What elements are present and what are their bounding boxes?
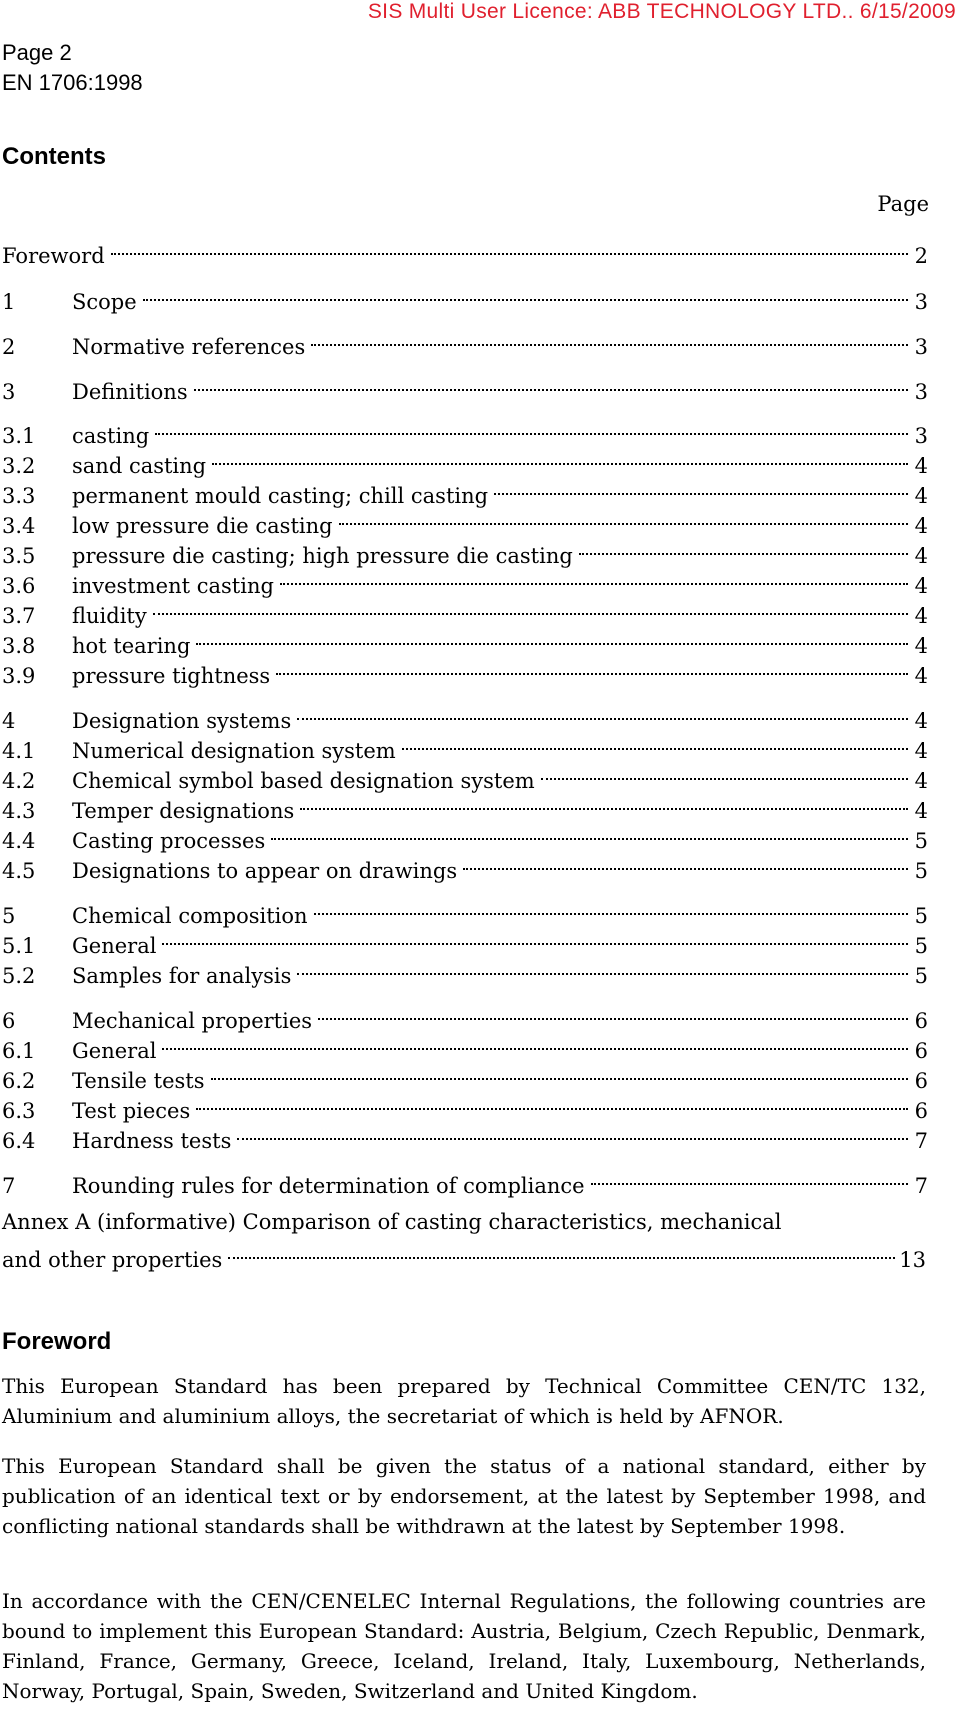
- toc-entry[interactable]: [2, 788, 928, 823]
- leader-dots: [194, 369, 908, 399]
- toc-section-number: 5: [2, 904, 16, 928]
- toc-entry[interactable]: [2, 923, 928, 958]
- toc-page-number: 4: [914, 709, 928, 733]
- toc-page-number: 5: [914, 934, 928, 958]
- toc-entry[interactable]: [2, 233, 928, 268]
- toc-section-title: Designations to appear on drawings: [72, 859, 458, 883]
- toc-section-title: Temper designations: [72, 799, 295, 823]
- toc-page-number: 4: [914, 604, 928, 628]
- toc-page-number: 5: [914, 829, 928, 853]
- toc-entry[interactable]: [2, 324, 928, 359]
- toc-section-number: 3.8: [2, 634, 36, 658]
- toc-entry[interactable]: [2, 563, 928, 598]
- toc-entry[interactable]: [2, 728, 928, 763]
- toc-section-title: Casting processes: [72, 829, 266, 853]
- toc-entry[interactable]: [2, 1163, 928, 1198]
- toc-section-number: 3.9: [2, 664, 36, 688]
- toc-section-title: hot tearing: [72, 634, 191, 658]
- toc-entry[interactable]: [2, 443, 928, 478]
- toc-section-number: 6.1: [2, 1039, 36, 1063]
- toc-page-number: 4: [914, 769, 928, 793]
- toc-section-title: Hardness tests: [72, 1129, 232, 1153]
- toc-section-number: 6.2: [2, 1069, 36, 1093]
- leader-dots: [339, 503, 908, 533]
- leader-dots: [111, 233, 908, 263]
- standard-id: EN 1706:1998: [2, 70, 143, 95]
- toc-section-number: 3.7: [2, 604, 36, 628]
- toc-entry[interactable]: [2, 473, 928, 508]
- toc-section-title: Samples for analysis: [72, 964, 292, 988]
- leader-dots: [318, 998, 908, 1028]
- toc-page-number: 3: [914, 290, 928, 314]
- toc-section-title: Test pieces: [72, 1099, 191, 1123]
- leader-dots: [402, 728, 908, 758]
- toc-section-number: 6.3: [2, 1099, 36, 1123]
- toc-page-number: 3: [914, 380, 928, 404]
- toc-section-number: 4.1: [2, 739, 36, 763]
- foreword-paragraph: In accordance with the CEN/CENELEC Internal Regulations, the following countries are bound to implement this European Standard: Austria, Belgium, Czech Republic, Denmark, Finland, France, Germany, Greece, Iceland, Ireland, Italy, Luxembourg, Netherlands, Norway, Portugal, Spain, Sweden, Switzerland and United Kingdom.: [2, 1589, 926, 1703]
- page-column-header: Page: [877, 192, 929, 216]
- leader-dots: [211, 1058, 908, 1088]
- toc-section-number: 5.2: [2, 964, 36, 988]
- toc-section-number: 2: [2, 335, 16, 359]
- leader-dots: [314, 893, 908, 923]
- toc-page-number: 13: [899, 1248, 926, 1272]
- toc-page-number: 3: [914, 424, 928, 448]
- leader-dots: [162, 923, 908, 953]
- leader-dots: [297, 698, 908, 728]
- leader-dots: [155, 413, 908, 443]
- toc-section-title: Chemical composition: [72, 904, 308, 928]
- toc-page-number: 6: [914, 1009, 928, 1033]
- toc-section-title: Mechanical properties: [72, 1009, 313, 1033]
- toc-section-number: 6: [2, 1009, 16, 1033]
- toc-entry[interactable]: [2, 413, 928, 448]
- toc-section-number: 3.3: [2, 484, 36, 508]
- toc-section-title: sand casting: [72, 454, 207, 478]
- annex-title-line1[interactable]: Annex A (informative) Comparison of casting characteristics, mechanical: [2, 1210, 782, 1234]
- toc-section-title: permanent mould casting; chill casting: [72, 484, 489, 508]
- page-header: [2, 38, 143, 98]
- toc-entry[interactable]: [2, 953, 928, 988]
- leader-dots: [162, 1028, 908, 1058]
- toc-section-number: 3: [2, 380, 16, 404]
- toc-page-number: 7: [914, 1174, 928, 1198]
- toc-section-title: investment casting: [72, 574, 274, 598]
- leader-dots: [153, 593, 908, 623]
- toc-section-title: Normative references: [72, 335, 306, 359]
- leader-dots: [297, 953, 908, 983]
- toc-page-number: 4: [914, 574, 928, 598]
- toc-section-number: 4.4: [2, 829, 36, 853]
- leader-dots: [280, 563, 908, 593]
- toc-entry[interactable]: [2, 623, 928, 658]
- toc-page-number: 4: [914, 484, 928, 508]
- leader-dots: [541, 758, 908, 788]
- leader-dots: [300, 788, 908, 818]
- foreword-heading: Foreword: [2, 1328, 112, 1355]
- toc-entry[interactable]: [2, 698, 928, 733]
- toc-section-title: Numerical designation system: [72, 739, 396, 763]
- toc-page-number: 6: [914, 1099, 928, 1123]
- toc-section-title: Definitions: [72, 380, 188, 404]
- toc-section-number: 4.3: [2, 799, 36, 823]
- toc-section-title: Designation systems: [72, 709, 292, 733]
- leader-dots: [237, 1118, 908, 1148]
- toc-section-title: Foreword: [2, 244, 105, 268]
- toc-entry[interactable]: [2, 279, 928, 314]
- toc-page-number: 4: [914, 799, 928, 823]
- leader-dots: [212, 443, 908, 473]
- toc-page-number: 7: [914, 1129, 928, 1153]
- toc-section-title: casting: [72, 424, 150, 448]
- leader-dots: [463, 848, 908, 878]
- toc-page-number: 4: [914, 454, 928, 478]
- toc-section-title: General: [72, 934, 157, 958]
- page-number: Page 2: [2, 40, 72, 65]
- toc-section-title: low pressure die casting: [72, 514, 333, 538]
- toc-section-number: 4.2: [2, 769, 36, 793]
- leader-dots: [228, 1237, 895, 1267]
- toc-entry[interactable]: [2, 848, 928, 883]
- toc-section-number: 3.4: [2, 514, 36, 538]
- toc-entry[interactable]: [2, 533, 928, 568]
- toc-page-number: 4: [914, 664, 928, 688]
- leader-dots: [196, 623, 908, 653]
- leader-dots: [591, 1163, 908, 1193]
- toc-section-title: fluidity: [72, 604, 147, 628]
- toc-page-number: 3: [914, 335, 928, 359]
- toc-page-number: 4: [914, 514, 928, 538]
- toc-page-number: 2: [914, 244, 928, 268]
- toc-section-number: 3.6: [2, 574, 36, 598]
- toc-entry[interactable]: [2, 653, 928, 688]
- toc-section-title: pressure tightness: [72, 664, 271, 688]
- toc-entry[interactable]: [2, 998, 928, 1033]
- toc-section-title: General: [72, 1039, 157, 1063]
- toc-entry-annex-a[interactable]: [2, 1237, 926, 1272]
- leader-dots: [271, 818, 908, 848]
- toc-page-number: 5: [914, 904, 928, 928]
- annex-title-line2: and other properties: [2, 1248, 223, 1272]
- toc-entry[interactable]: [2, 369, 928, 404]
- toc-entry[interactable]: [2, 818, 928, 853]
- toc-page-number: 4: [914, 544, 928, 568]
- foreword-paragraph: This European Standard has been prepared by Technical Committee CEN/TC 132, Aluminium and aluminium alloys, the secretariat of which is held by AFNOR.: [2, 1374, 926, 1428]
- toc-section-title: Scope: [72, 290, 137, 314]
- toc-section-title: Chemical symbol based designation system: [72, 769, 535, 793]
- toc-section-number: 3.5: [2, 544, 36, 568]
- toc-section-number: 6.4: [2, 1129, 36, 1153]
- toc-page-number: 4: [914, 634, 928, 658]
- toc-entry[interactable]: [2, 1088, 928, 1123]
- toc-section-number: 3.2: [2, 454, 36, 478]
- leader-dots: [311, 324, 908, 354]
- toc-entry[interactable]: [2, 1028, 928, 1063]
- leader-dots: [276, 653, 908, 683]
- toc-page-number: 5: [914, 964, 928, 988]
- toc-section-title: Rounding rules for determination of compliance: [72, 1174, 585, 1198]
- toc-section-number: 7: [2, 1174, 16, 1198]
- leader-dots: [143, 279, 908, 309]
- toc-entry[interactable]: [2, 893, 928, 928]
- toc-section-number: 4: [2, 709, 16, 733]
- toc-entry[interactable]: [2, 1118, 928, 1153]
- toc-entry[interactable]: [2, 758, 928, 793]
- toc-page-number: 6: [914, 1069, 928, 1093]
- toc-page-number: 6: [914, 1039, 928, 1063]
- contents-heading: Contents: [2, 143, 106, 170]
- toc-page-number: 4: [914, 739, 928, 763]
- toc-section-number: 3.1: [2, 424, 36, 448]
- leader-dots: [196, 1088, 908, 1118]
- licence-watermark: SIS Multi User Licence: ABB TECHNOLOGY LTD.. 6/15/2009: [367, 0, 956, 23]
- toc-section-title: Tensile tests: [72, 1069, 205, 1093]
- toc-section-number: 4.5: [2, 859, 36, 883]
- toc-section-title: pressure die casting; high pressure die casting: [72, 544, 573, 568]
- leader-dots: [579, 533, 908, 563]
- toc-entry[interactable]: [2, 1058, 928, 1093]
- toc-section-number: 5.1: [2, 934, 36, 958]
- toc-section-number: 1: [2, 290, 16, 314]
- toc-entry[interactable]: [2, 593, 928, 628]
- foreword-paragraph: This European Standard shall be given the status of a national standard, either by publication of an identical text or by endorsement, at the latest by September 1998, and conflicting national standards shall be withdrawn at the latest by September 1998.: [2, 1454, 926, 1538]
- toc-entry[interactable]: [2, 503, 928, 538]
- leader-dots: [494, 473, 908, 503]
- toc-page-number: 5: [914, 859, 928, 883]
